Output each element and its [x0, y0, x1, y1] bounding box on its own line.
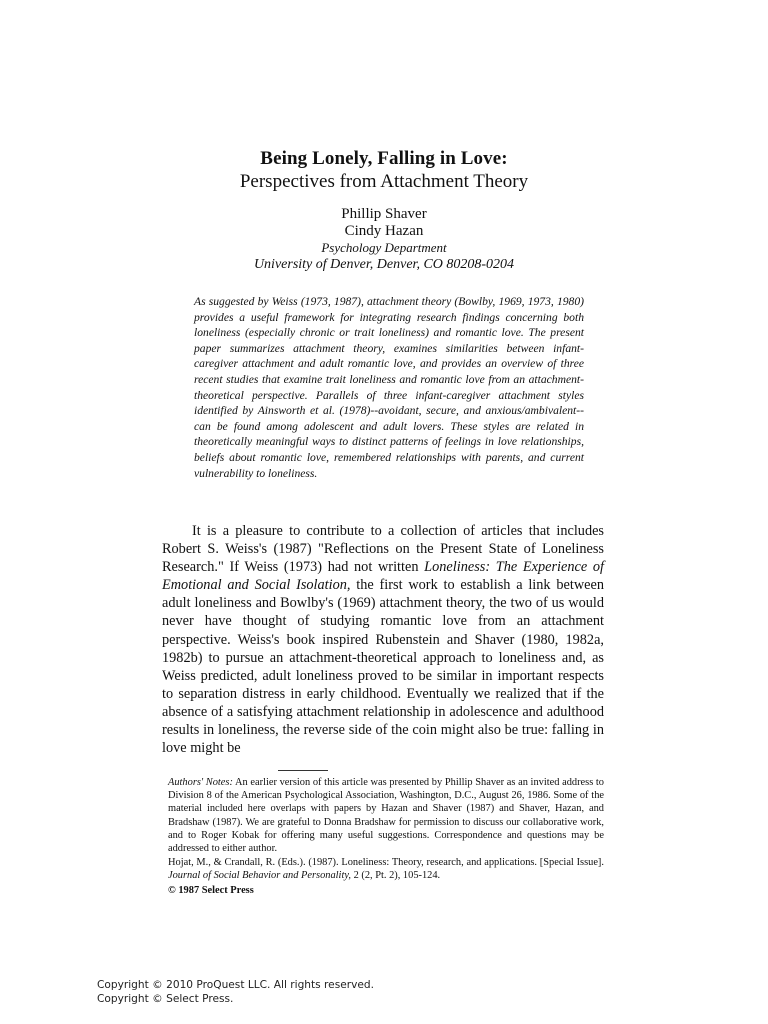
citation-post: 2 (2, Pt. 2), 105-124.	[350, 870, 441, 882]
footnotes	[168, 776, 604, 898]
footnote-divider	[278, 770, 328, 771]
page-footer	[97, 978, 374, 1006]
journal-name: Journal of Social Behavior and Personality,	[168, 870, 351, 882]
authors-notes	[168, 776, 604, 855]
book-title: Loneliness: The Experience of Emotional and Social Isolation,	[162, 559, 604, 594]
affiliation-department: Psychology Department	[321, 240, 447, 255]
paper-title: Being Lonely, Falling in Love:	[260, 148, 508, 169]
author-2: Cindy Hazan	[344, 223, 424, 239]
citation-pre: Hojat, M., & Crandall, R. (Eds.). (1987). Loneliness: Theory, research, and applications. [Special Issue].	[168, 857, 604, 869]
body-part-1: It is a pleasure to contribute to a collection of articles that includes Robert S. Weiss's (1987) "Reflections on the Present State of Loneliness Research." If Weiss (1973) had not written	[162, 523, 604, 576]
authors-notes-text: An earlier version of this article was presented by Phillip Shaver as an invited address to Division 8 of the American Psychological Association, Washington, D.C., August 26, 1986. Some of the material included here overlaps with papers by Hazan and Shaver (1987) and Shaver, Hazan, and Bradshaw (1987). We are grateful to Donna Bradshaw for permission to discuss our collaborative work, and to Roger Kobak for offering many useful suggestions. Correspondence and questions may be addressed to either author.	[168, 777, 604, 855]
affiliation-university: University of Denver, Denver, CO 80208-0204	[253, 257, 515, 272]
body-paragraph	[162, 522, 604, 757]
publisher-copyright: © 1987 Select Press	[168, 884, 254, 896]
body-part-2: the first work to establish a link between adult loneliness and Bowlby's (1969) attachment theory, the two of us would never have thought of studying romantic love from an attachment perspective. Weiss's book inspired Rubenstein and Shaver (1980, 1982a, 1982b) to pursue an attachment-theoretical approach to loneliness and, as Weiss predicted, adult loneliness proved to be similar in important respects to separation distress in early childhood. Eventually we realized that if the absence of a satisfying attachment relationship in adolescence and adulthood results in loneliness, the reverse side of the coin might also be true: falling in love might be	[162, 577, 604, 757]
citation	[168, 856, 604, 882]
body-text	[162, 522, 604, 757]
abstract: As suggested by Weiss (1973, 1987), attachment theory (Bowlby, 1969, 1973, 1980) provides a useful framework for integrating research findings concerning both loneliness (especially chronic or trait loneliness) and romantic love. The present paper summarizes attachment theory, examines similarities between infant-caregiver attachment and adult romantic love, and provides an overview of three recent studies that examine trait loneliness and romantic love from an attachment-theoretical perspective. Parallels of three infant-caregiver attachment styles identified by Ainsworth et al. (1978)--avoidant, secure, and anxious/ambivalent--can be found among adolescent and adult lovers. These styles are related in theoretically meaningful ways to distinct patterns of feelings in love relationships, beliefs about romantic love, remembered relationships with parents, and current vulnerability to loneliness.	[194, 295, 584, 480]
footer-line-2: Copyright © Select Press.	[97, 993, 234, 1005]
paper-subtitle: Perspectives from Attachment Theory	[239, 171, 529, 192]
authors-notes-label: Authors' Notes:	[168, 777, 233, 788]
author-1: Phillip Shaver	[341, 206, 427, 222]
footer-line-1: Copyright © 2010 ProQuest LLC. All rights reserved.	[97, 979, 374, 991]
